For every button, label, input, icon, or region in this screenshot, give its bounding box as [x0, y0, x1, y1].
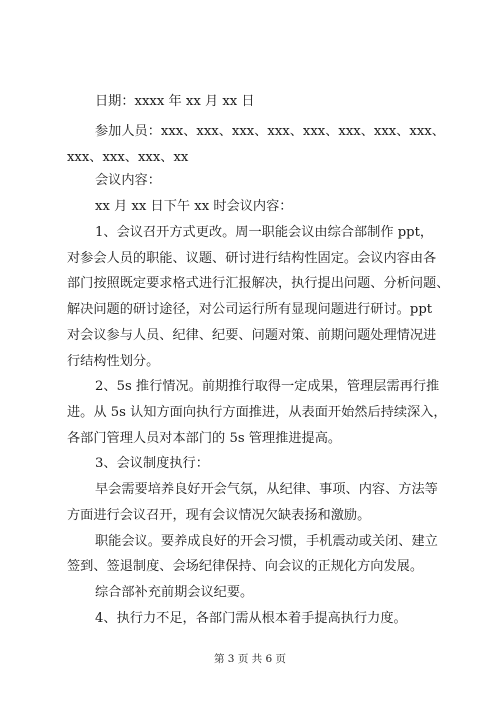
item-3-para-3: 综合部补充前期会议纪要。	[95, 585, 254, 600]
item-3-heading: 3、会议制度执行：	[95, 456, 209, 471]
item-1-line-6: 行结构性划分。	[67, 354, 160, 369]
item-1-line-5: 对会议参与人员、纪律、纪要、问题对策、前期问题处理情况进	[67, 328, 437, 343]
content-heading: 会议内容：	[95, 173, 161, 188]
item-1-line-1: 1、会议召开方式更改。周一职能会议由综合部制作 ppt，	[95, 225, 434, 240]
item-2-line-2: 进。从 5s 认知方面向执行方面推进，从表面开始然后持续深入，	[67, 405, 447, 420]
page-number-footer: 第 3 页 共 6 页	[213, 653, 287, 665]
attendees-line-1: 参加人员：xxx、xxx、xxx、xxx、xxx、xxx、xxx、xxx、	[95, 124, 445, 139]
item-1-line-3: 部门按照既定要求格式进行汇报解决，执行提出问题、分析问题、	[67, 276, 450, 291]
meeting-time-line: xx 月 xx 日下午 xx 时会议内容：	[95, 199, 293, 214]
item-3-para-2-line-1: 职能会议。要养成良好的开会习惯，手机震动或关闭、建立	[95, 534, 438, 549]
item-1-line-2: 对参会人员的职能、议题、研讨进行结构性固定。会议内容由各	[67, 251, 437, 266]
item-4-line-1: 4、执行力不足，各部门需从根本着手提高执行力度。	[95, 611, 407, 626]
date-line: 日期：xxxx 年 xx 月 xx 日	[95, 94, 255, 109]
item-2-line-1: 2、5s 推行情况。前期推行取得一定成果，管理层需再行推	[95, 379, 440, 394]
item-3-para-1-line-2: 方面进行会议召开，现有会议情况欠缺表扬和激励。	[67, 508, 371, 523]
item-3-para-2-line-2: 签到、签退制度、会场纪律保持、向会议的正规化方向发展。	[67, 559, 424, 574]
item-3-para-1-line-1: 早会需要培养良好开会气氛，从纪律、事项、内容、方法等	[95, 482, 438, 497]
item-2-line-3: 各部门管理人员对本部门的 5s 管理推进提高。	[67, 431, 342, 446]
item-1-line-4: 解决问题的研讨途径，对公司运行所有显现问题进行研讨。ppt	[67, 302, 433, 317]
attendees-line-2: xxx、xxx、xxx、xx	[67, 150, 189, 165]
